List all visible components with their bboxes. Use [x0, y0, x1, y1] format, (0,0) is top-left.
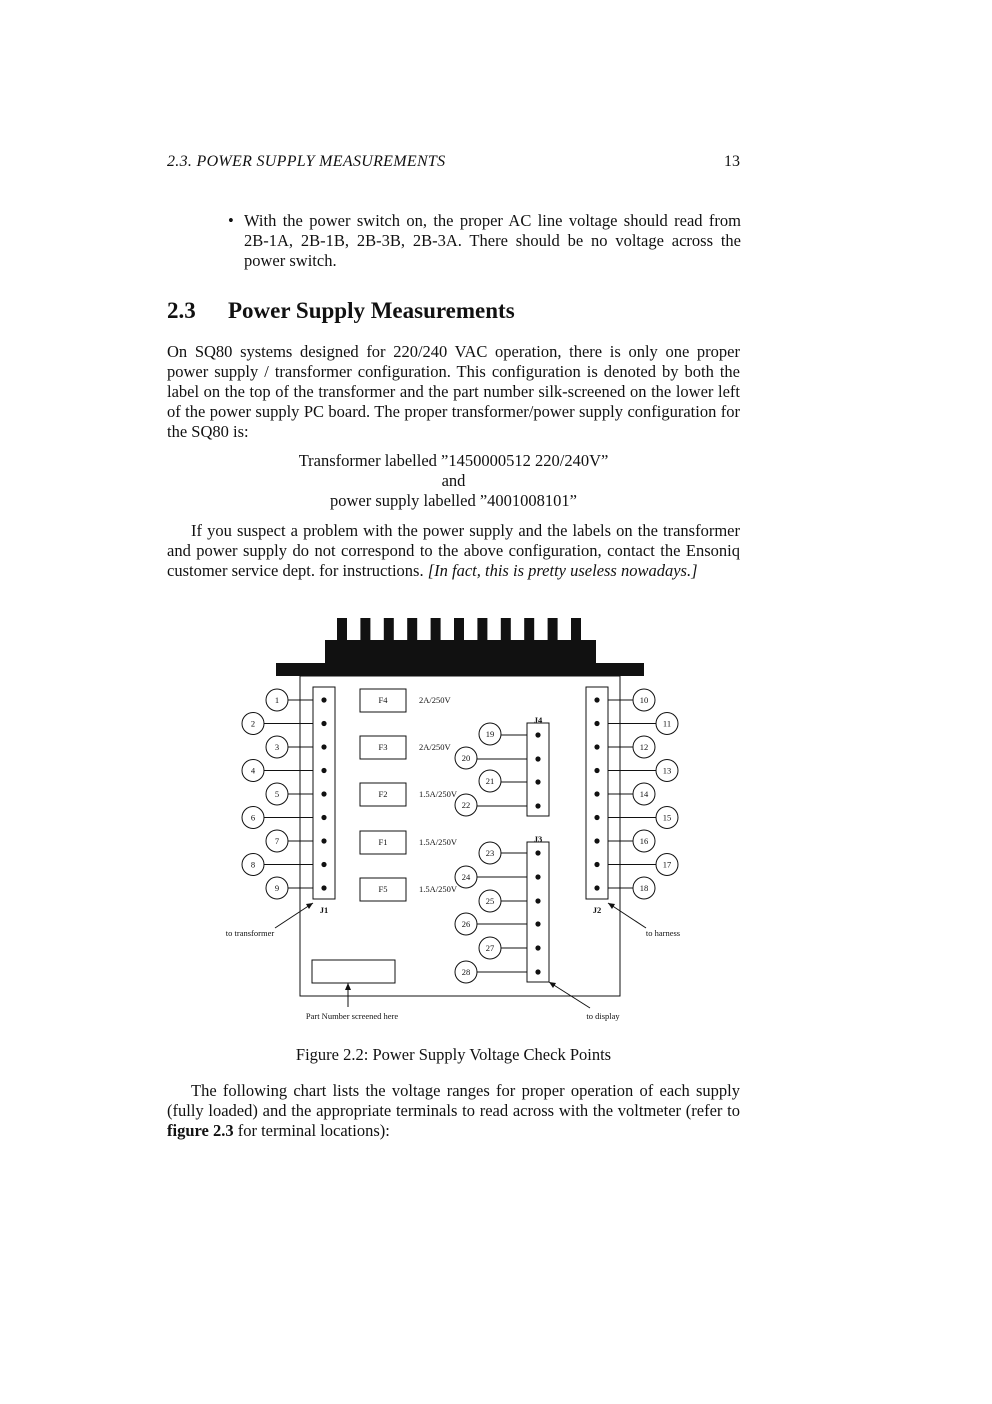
pcb-outline [300, 676, 620, 996]
heatsink-body [325, 640, 596, 664]
test-point-label: 18 [639, 883, 649, 893]
fuse-rating: 1.5A/250V [419, 884, 458, 894]
j2-pin [594, 838, 599, 843]
j1-pin [321, 697, 326, 702]
running-header [167, 153, 740, 175]
test-point-label: 1 [274, 695, 280, 705]
config-supply-line: power supply labelled ”4001008101” [330, 491, 577, 510]
label-part-number: Part Number screened here [305, 1011, 399, 1021]
fuse-label: F5 [378, 884, 388, 894]
test-point-label: 5 [274, 789, 280, 799]
test-point-label: 24 [461, 872, 471, 882]
j2-pin [594, 768, 599, 773]
diagram-svg [200, 610, 720, 1030]
j4-pin [535, 732, 540, 737]
arrowhead [608, 903, 615, 909]
j4-pin [535, 803, 540, 808]
j3-pin [535, 898, 540, 903]
test-point-label: 15 [662, 812, 672, 823]
paragraph-chart-intro [167, 1081, 740, 1141]
config-and-line: and [441, 471, 466, 490]
test-point-label: 13 [662, 765, 672, 776]
label-to-transformer: to transformer [225, 928, 275, 938]
connector-j2-label: J2 [592, 905, 602, 915]
j2-pin [594, 744, 599, 749]
j3-pin [535, 921, 540, 926]
fuse-label: F4 [378, 695, 388, 705]
test-point-label: 12 [639, 742, 649, 752]
test-point-label: 11 [662, 718, 672, 729]
fuse-label: F2 [378, 789, 388, 799]
connector-j1-label: J1 [319, 905, 329, 915]
j4-pin [535, 756, 540, 761]
fuse-rating: 1.5A/250V [419, 837, 458, 847]
fuse-rating: 2A/250V [419, 742, 451, 752]
fuse-rating: 1.5A/250V [419, 789, 458, 799]
paragraph-contact-text: If you suspect a problem with the power supply and the labels on the transformer and power supply do not correspond to the above configuration, contact the Ensoniq customer service dept. for instructions. [167, 521, 740, 580]
j1-pin [321, 815, 326, 820]
paragraph-chart-text: The following chart lists the voltage ranges for proper operation of each supply (fully loaded) and the appropriate terminals to read across with the voltmeter (refer to [167, 1081, 740, 1120]
j3-pin [535, 850, 540, 855]
config-transformer-line: Transformer labelled ”1450000512 220/240V” [298, 451, 609, 470]
power-supply-diagram [200, 610, 720, 1030]
test-point-label: 8 [250, 859, 256, 870]
fuse-label: F1 [378, 837, 388, 847]
j3-pin [535, 969, 540, 974]
j1-pin [321, 862, 326, 867]
test-point-label: 27 [485, 943, 495, 953]
label-to-harness: to harness [645, 928, 681, 938]
paragraph-chart-text-end: for terminal locations): [233, 1121, 390, 1140]
j1-pin [321, 838, 326, 843]
j2-pin [594, 862, 599, 867]
arrowhead [549, 982, 556, 988]
paragraph-intro: On SQ80 systems designed for 220/240 VAC operation, there is only one proper power supply / transformer configuration. This configuration is denoted by both the label on the top of the transformer and the part number silk-screened on the lower left of the power supply PC board. The proper transformer/power supply configuration for the SQ80 is: [167, 342, 740, 441]
section-heading [167, 298, 515, 324]
leader-harness [608, 903, 646, 928]
j3-pin [535, 945, 540, 950]
test-point-label: 17 [662, 859, 672, 870]
bullet-marker: • [228, 211, 234, 230]
test-point-label: 14 [639, 789, 649, 799]
j1-pin [321, 791, 326, 796]
j4-pin [535, 779, 540, 784]
heatsink-flange [276, 663, 644, 676]
connector-j4-label: J4 [533, 715, 543, 725]
section-title: Power Supply Measurements [228, 298, 515, 323]
test-point-label: 6 [250, 812, 256, 823]
running-section-title: 2.3. POWER SUPPLY MEASUREMENTS [167, 153, 446, 170]
j2-pin [594, 815, 599, 820]
test-point-label: 7 [274, 836, 280, 846]
test-point-label: 23 [485, 848, 495, 858]
j1-pin [321, 744, 326, 749]
test-point-label: 16 [639, 836, 649, 846]
test-point-label: 3 [274, 742, 280, 752]
page-number: 13 [724, 153, 740, 170]
figure-caption: Figure 2.2: Power Supply Voltage Check Points [295, 1045, 612, 1064]
test-point-label: 10 [639, 695, 649, 705]
test-point-label: 26 [461, 919, 471, 929]
leader-transformer [275, 903, 313, 928]
arrowhead [306, 903, 313, 909]
paragraph-contact-italic: [In fact, this is pretty useless nowadays.] [427, 561, 698, 580]
test-point-label: 4 [250, 765, 256, 776]
connector-j3-label: J3 [533, 834, 543, 844]
test-point-label: 19 [485, 729, 495, 739]
section-number: 2.3 [167, 298, 196, 323]
j1-pin [321, 768, 326, 773]
j2-pin [594, 885, 599, 890]
test-point-label: 28 [461, 967, 471, 977]
test-point-label: 2 [250, 718, 256, 729]
arrowhead [345, 983, 351, 990]
config-statement [167, 451, 740, 511]
connector-j3 [527, 842, 549, 982]
j1-pin [321, 721, 326, 726]
paragraph-contact [167, 521, 740, 581]
figure-reference: figure 2.3 [167, 1121, 234, 1140]
fuse-rating: 2A/250V [419, 695, 451, 705]
test-point-label: 22 [461, 800, 471, 810]
test-point-label: 9 [274, 883, 280, 893]
j2-pin [594, 721, 599, 726]
j2-pin [594, 791, 599, 796]
test-point-label: 20 [461, 753, 471, 763]
leader-display [549, 982, 590, 1008]
bullet-text: With the power switch on, the proper AC line voltage should read from 2B-1A, 2B-1B, 2B-3B, 2B-3A. There should be no voltage across the power switch. [244, 211, 741, 270]
j3-pin [535, 874, 540, 879]
j1-pin [321, 885, 326, 890]
j2-pin [594, 697, 599, 702]
test-point-label: 21 [485, 776, 495, 786]
test-point-label: 25 [485, 896, 495, 906]
part-number-box [312, 960, 395, 983]
label-to-display: to display [586, 1011, 620, 1021]
fuse-label: F3 [378, 742, 388, 752]
